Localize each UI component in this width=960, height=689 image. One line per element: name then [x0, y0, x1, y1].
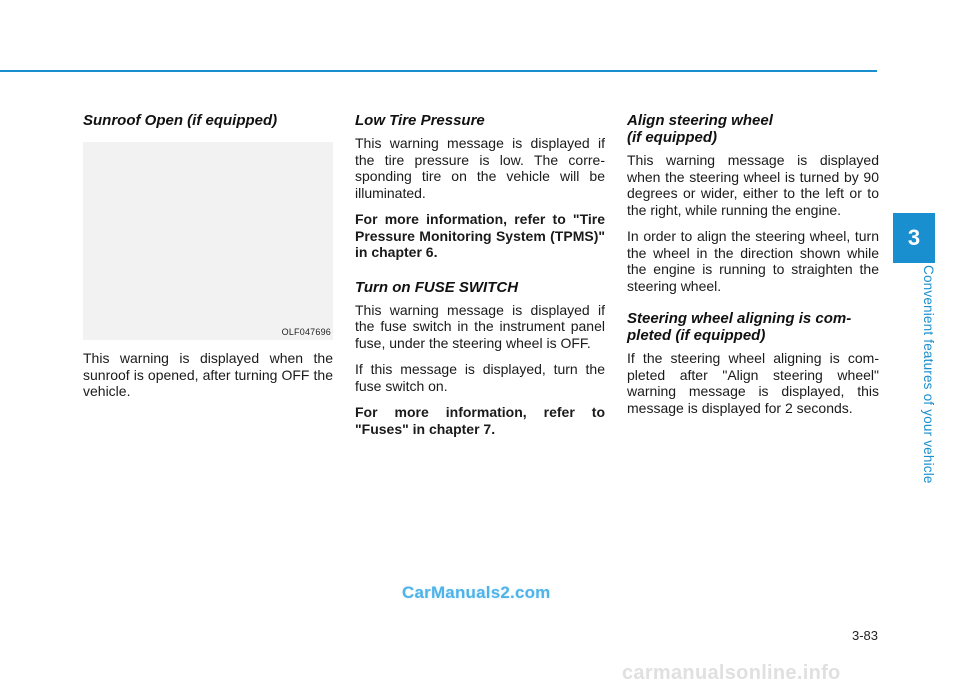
chapter-tab: 3	[893, 213, 935, 263]
column-2	[355, 112, 605, 455]
heading-low-tire-pressure: Low Tire Pressure	[355, 112, 485, 129]
heading-line: Steering wheel aligning is com-	[627, 310, 852, 327]
column-3	[627, 112, 879, 426]
low-tire-pressure-text: This warning message is displayed if the tire pressure is low. The corre-sponding tire on the vehicle will be illuminated.	[355, 135, 605, 201]
watermark-link[interactable]: CarManuals2.com	[402, 583, 551, 602]
align-steering-instruction-text: In order to align the steering wheel, turn the wheel in the direction shown while the engine is running to straighten the steering wheel.	[627, 228, 879, 294]
header-rule	[0, 70, 877, 72]
heading-line: (if equipped)	[627, 129, 717, 146]
chapter-title: Convenient features of your vehicle	[921, 265, 936, 484]
sunroof-open-text: This warning is displayed when the sunroof is opened, after turning OFF the vehicle.	[83, 350, 333, 399]
heading-line: pleted (if equipped)	[627, 327, 766, 344]
heading-turn-on-fuse-switch: Turn on FUSE SWITCH	[355, 278, 519, 296]
fuse-switch-action-text: If this message is displayed, turn the fuse switch on.	[355, 361, 605, 394]
heading-line: Align steering wheel	[627, 112, 773, 129]
column-1	[83, 112, 333, 410]
align-steering-text: This warning message is displayed when the steering wheel is turned by 90 degrees or wider, either to the left or to the right, while running the engine.	[627, 152, 879, 218]
heading-sunroof-open: Sunroof Open (if equipped)	[83, 112, 278, 129]
heading-steering-aligning-completed	[627, 310, 879, 344]
page-number: 3-83	[851, 628, 878, 643]
watermark-text: carmanualsonline.info	[622, 662, 841, 684]
fuse-switch-text: This warning message is displayed if the fuse switch in the instrument panel fuse, under the steering wheel is OFF.	[355, 301, 605, 351]
steering-aligning-completed-text: If the steering wheel aligning is com-pleted after "Align steering wheel" warning message is displayed, this message is displayed for 2 seconds.	[627, 350, 879, 416]
heading-align-steering-wheel	[627, 112, 879, 146]
tpms-reference-text: For more information, refer to "Tire Pressure Monitoring System (TPMS)" in chapter 6.	[355, 211, 605, 260]
figure-display-image	[83, 142, 333, 340]
fuses-reference-text: For more information, refer to "Fuses" in chapter 7.	[355, 404, 605, 437]
figure-code: OLF047696	[281, 327, 331, 337]
